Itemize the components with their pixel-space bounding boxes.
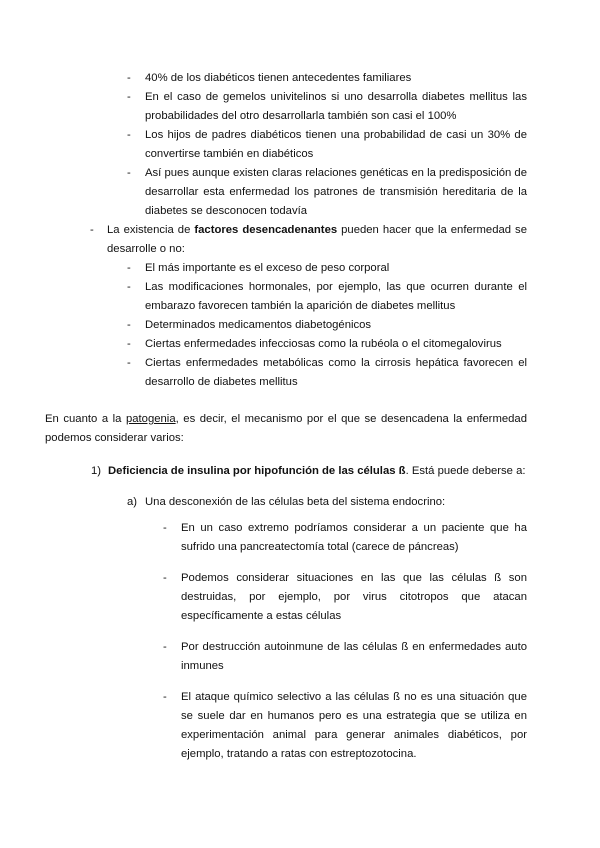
list-item: - Por destrucción autoinmune de las células ß en enfermedades auto inmunes [181,638,527,676]
subsection-a-list [0,519,600,764]
bullet-dash: - [163,691,167,703]
document-page [0,69,600,776]
list-item: - Determinados medicamentos diabetogénicos [145,316,527,335]
list-item: - Podemos considerar situaciones en las que las células ß son destruidas, por ejemplo, por virus citotropos que atacan específicamente a estas células [181,569,527,626]
bullet-dash: - [127,262,131,274]
triggers-item: - La existencia de factores desencadenantes pueden hacer que la enfermedad se desarrolle o no: [107,221,527,259]
list-item: - Los hijos de padres diabéticos tienen una probabilidad de casi un 30% de convertirse también en diabéticos [145,126,527,164]
genetic-list [0,69,600,221]
bullet-dash: - [163,522,167,534]
bullet-dash: - [127,72,131,84]
list-item: - Así pues aunque existen claras relaciones genéticas en la predisposición de desarrollar esta enfermedad los patrones de transmisión hereditaria de la diabetes se desconocen todavía [145,164,527,221]
bullet-dash: - [127,167,131,179]
bullet-dash: - [163,641,167,653]
subsection-a-heading: a) Una desconexión de las células beta del sistema endocrino: [145,493,527,512]
bullet-dash: - [127,319,131,331]
list-item: - Las modificaciones hormonales, por ejemplo, las que ocurren durante el embarazo favorecen también la aparición de diabetes mellitus [145,278,527,316]
bullet-dash: - [127,91,131,103]
bold-term: factores desencadenantes [194,224,338,236]
bullet-dash: - [127,338,131,350]
list-item: - Ciertas enfermedades metabólicas como la cirrosis hepática favorecen el desarrollo de diabetes mellitus [145,354,527,392]
bullet-dash: - [90,224,94,236]
bullet-dash: - [127,357,131,369]
triggers-list [0,259,600,392]
list-item: - Ciertas enfermedades infecciosas como la rubéola o el citomegalovirus [145,335,527,354]
list-item: - El ataque químico selectivo a las células ß no es una situación que se suele dar en humanos pero es una estrategia que se utiliza en experimentación animal para generar animales diabéticos, por ejemplo, tratando a ratas con estreptozotocina. [181,688,527,764]
bullet-dash: - [163,572,167,584]
pathogenesis-paragraph: En cuanto a la patogenia, es decir, el mecanismo por el que se desencadena la enfermedad podemos considerar varios: [45,413,527,444]
list-item: - 40% de los diabéticos tienen antecedentes familiares [145,69,527,88]
list-item: - En un caso extremo podríamos considerar a un paciente que ha sufrido una pancreatectomía total (carece de páncreas) [181,519,527,557]
bullet-dash: - [127,129,131,141]
section-1-heading: 1) Deficiencia de insulina por hipofunción de las células ß. Está puede deberse a: [108,462,528,481]
section-number: 1) [91,465,102,477]
list-item: - En el caso de gemelos univitelinos si uno desarrolla diabetes mellitus las probabilidades del otro desarrollarla también son casi el 100% [145,88,527,126]
bullet-dash: - [127,281,131,293]
subsection-letter: a) [127,496,138,508]
underlined-term: patogenia [125,413,176,425]
list-item: - El más importante es el exceso de peso corporal [145,259,527,278]
